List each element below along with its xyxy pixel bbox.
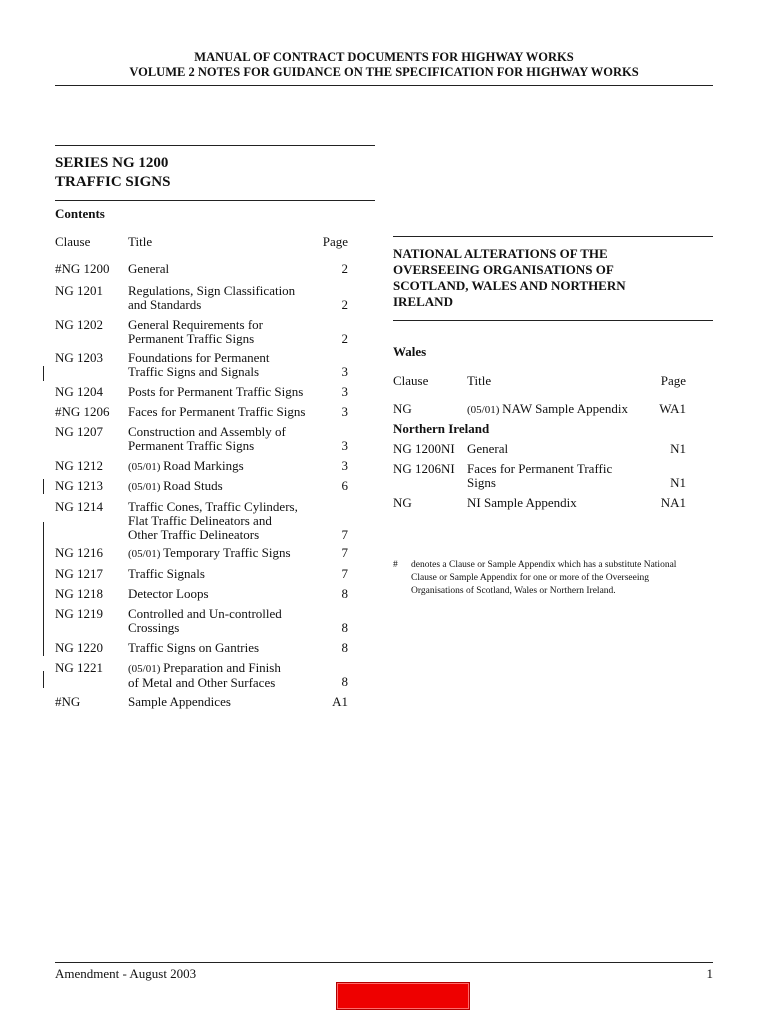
clause-number: NG 1216 bbox=[55, 545, 104, 560]
red-marker-box bbox=[336, 982, 470, 1010]
page-reference: 3 bbox=[341, 364, 348, 379]
clause-title bbox=[128, 587, 209, 601]
clause-title-text: Traffic Signs on Gantries bbox=[128, 640, 260, 655]
clause-title bbox=[128, 500, 298, 542]
clause-title bbox=[128, 479, 223, 494]
clause-title-text: General bbox=[128, 261, 170, 276]
header-line-1: MANUAL OF CONTRACT DOCUMENTS FOR HIGHWAY WORKS bbox=[194, 50, 574, 64]
clause-title-text: Preparation and Finish of Metal and Other Surfaces bbox=[128, 660, 281, 690]
contents-col-title: Title bbox=[128, 234, 153, 249]
amendment-prefix: (05/01) bbox=[467, 404, 503, 416]
page-reference: 8 bbox=[341, 586, 348, 601]
clause-number: NG 1213 bbox=[55, 478, 104, 493]
page-reference: 7 bbox=[341, 527, 348, 542]
clause-title-text: Traffic Signals bbox=[128, 566, 205, 581]
clause-title bbox=[467, 402, 628, 417]
clause-title bbox=[128, 695, 231, 709]
page-reference: 3 bbox=[341, 438, 348, 453]
contents-heading: Contents bbox=[55, 206, 105, 221]
page-reference: 3 bbox=[341, 384, 348, 399]
amendment-prefix: (05/01) bbox=[128, 461, 164, 473]
page-reference: 7 bbox=[341, 545, 348, 560]
clause-number: NG 1203 bbox=[55, 350, 104, 365]
clause-number: NG 1220 bbox=[55, 640, 104, 655]
page-reference: 3 bbox=[341, 458, 348, 473]
clause-title-text: General Requirements for Permanent Traffic Signs bbox=[128, 317, 264, 346]
clause-title-text: Temporary Traffic Signs bbox=[163, 545, 291, 560]
footnote-symbol: # bbox=[393, 560, 398, 570]
clause-title bbox=[128, 405, 305, 419]
series-heading bbox=[55, 154, 170, 192]
clause-number: NG 1202 bbox=[55, 317, 104, 332]
clause-number: NG 1214 bbox=[55, 499, 104, 514]
page-reference: N1 bbox=[670, 475, 686, 490]
clause-title bbox=[467, 442, 508, 456]
series-bottom-rule bbox=[55, 200, 375, 201]
clause-title bbox=[128, 546, 291, 561]
page-reference: 8 bbox=[341, 620, 348, 635]
series-number: SERIES NG 1200 bbox=[55, 155, 169, 171]
header-line-2: VOLUME 2 NOTES FOR GUIDANCE ON THE SPECIFICATION FOR HIGHWAY WORKS bbox=[129, 64, 639, 79]
footer-page-number: 1 bbox=[706, 966, 713, 981]
clause-number: NG 1217 bbox=[55, 566, 104, 581]
amendment-prefix: (05/01) bbox=[128, 663, 164, 675]
clause-title-text: NI Sample Appendix bbox=[467, 495, 577, 510]
page-reference: 2 bbox=[341, 331, 348, 346]
clause-number: NG 1219 bbox=[55, 606, 104, 621]
page-reference: 6 bbox=[341, 478, 348, 493]
page-reference: NA1 bbox=[660, 495, 686, 510]
clause-title bbox=[128, 284, 295, 312]
clause-title bbox=[467, 496, 577, 510]
clause-number: NG bbox=[393, 495, 412, 510]
wales-heading: Wales bbox=[393, 344, 427, 359]
footer-amendment: Amendment - August 2003 bbox=[55, 966, 197, 981]
clause-title bbox=[128, 425, 286, 453]
clause-title bbox=[128, 641, 259, 655]
clause-title bbox=[128, 262, 169, 276]
clause-number: #NG 1206 bbox=[55, 404, 110, 419]
national-bottom-rule bbox=[393, 320, 713, 321]
clause-title bbox=[128, 607, 282, 635]
clause-title-text: Road Markings bbox=[163, 458, 244, 473]
clause-title-text: Faces for Permanent Traffic Signs bbox=[128, 404, 306, 419]
page-reference: 3 bbox=[341, 404, 348, 419]
series-title: TRAFFIC SIGNS bbox=[55, 174, 171, 190]
page-reference: A1 bbox=[332, 694, 348, 709]
clause-title-text: Road Studs bbox=[163, 478, 223, 493]
clause-number: NG 1200NI bbox=[393, 441, 455, 456]
clause-title-text: Controlled and Un-controlled Crossings bbox=[128, 606, 282, 635]
clause-title-text: Faces for Permanent Traffic Signs bbox=[467, 461, 613, 490]
clause-title-text: Construction and Assembly of Permanent Traffic Signs bbox=[128, 424, 286, 453]
clause-number: NG 1221 bbox=[55, 660, 104, 675]
footer-rule bbox=[55, 962, 713, 963]
clause-number: NG bbox=[393, 401, 412, 416]
clause-number: NG 1207 bbox=[55, 424, 104, 439]
page-reference: 7 bbox=[341, 566, 348, 581]
clause-title-text: General bbox=[467, 441, 509, 456]
change-bar bbox=[43, 366, 44, 381]
clause-number: NG 1212 bbox=[55, 458, 104, 473]
amendment-prefix: (05/01) bbox=[128, 481, 164, 493]
clause-title bbox=[128, 351, 270, 379]
clause-number: #NG 1200 bbox=[55, 261, 110, 276]
clause-title bbox=[128, 318, 263, 346]
national-col-title: Title bbox=[467, 373, 492, 388]
change-bar bbox=[43, 671, 44, 688]
document-header bbox=[0, 50, 768, 79]
contents-col-page: Page bbox=[322, 234, 348, 249]
clause-number: #NG bbox=[55, 694, 81, 709]
clause-title bbox=[128, 459, 244, 474]
clause-title bbox=[128, 661, 281, 690]
clause-title bbox=[128, 385, 303, 399]
clause-title bbox=[467, 462, 612, 490]
clause-title-text: Traffic Cones, Traffic Cylinders, Flat Traffic Delineators and Other Traffic Delineators bbox=[128, 499, 298, 542]
page-reference: 8 bbox=[341, 640, 348, 655]
clause-title-text: Posts for Permanent Traffic Signs bbox=[128, 384, 304, 399]
page-reference: 8 bbox=[341, 674, 348, 689]
clause-number: NG 1204 bbox=[55, 384, 104, 399]
clause-title-text: NAW Sample Appendix bbox=[502, 401, 628, 416]
page-reference: 2 bbox=[341, 297, 348, 312]
change-bar bbox=[43, 618, 44, 656]
clause-number: NG 1218 bbox=[55, 586, 104, 601]
series-top-rule bbox=[55, 145, 375, 146]
change-bar bbox=[43, 479, 44, 494]
clause-title-text: Sample Appendices bbox=[128, 694, 231, 709]
national-top-rule bbox=[393, 236, 713, 237]
amendment-prefix: (05/01) bbox=[128, 548, 164, 560]
clause-title-text: Regulations, Sign Classification and Standards bbox=[128, 283, 296, 312]
page-reference: N1 bbox=[670, 441, 686, 456]
national-col-page: Page bbox=[660, 373, 686, 388]
national-col-clause: Clause bbox=[393, 373, 429, 388]
clause-title-text: Foundations for Permanent Traffic Signs and Signals bbox=[128, 350, 270, 379]
clause-title-text: Detector Loops bbox=[128, 586, 209, 601]
page-reference: WA1 bbox=[659, 401, 686, 416]
contents-col-clause: Clause bbox=[55, 234, 91, 249]
header-rule bbox=[55, 85, 713, 86]
northern-ireland-heading: Northern Ireland bbox=[393, 421, 490, 436]
page-reference: 2 bbox=[341, 261, 348, 276]
clause-number: NG 1206NI bbox=[393, 461, 455, 476]
clause-title bbox=[128, 567, 205, 581]
clause-number: NG 1201 bbox=[55, 283, 104, 298]
footnote-text: denotes a Clause or Sample Appendix which has a substitute National Clause or Sample Appendix for one or more of the Overseeing Organisations of Scotland, Wales or Northern Ireland. bbox=[411, 560, 677, 596]
national-heading: NATIONAL ALTERATIONS OF THE OVERSEEING ORGANISATIONS OF SCOTLAND, WALES AND NORTHERN IRELAND bbox=[393, 246, 626, 309]
